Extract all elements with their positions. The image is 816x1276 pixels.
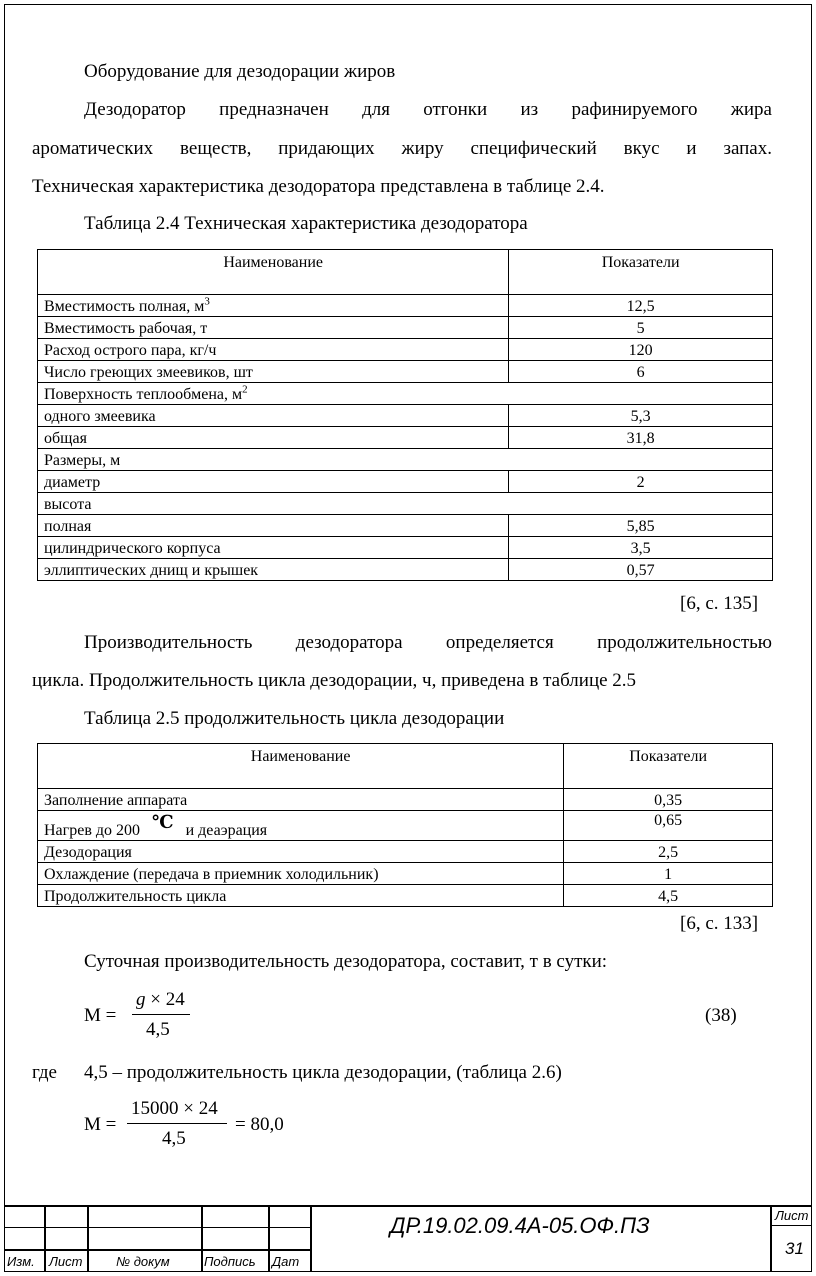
- header-value: Показатели: [509, 250, 773, 295]
- formula1-denominator: 4,5: [146, 1019, 170, 1040]
- table-row: Дезодорация 2,5: [38, 841, 773, 863]
- para3: Суточная производительность дезодоратора, составит, т в сутки:: [84, 951, 608, 972]
- where-text: 4,5 – продолжительность цикла дезодорации, (таблица 2.6): [84, 1062, 562, 1083]
- table1-reference: [6, с. 135]: [680, 593, 759, 614]
- header-name: Наименование: [38, 744, 564, 789]
- formula2-result: = 80,0: [235, 1114, 284, 1135]
- para2-line1: Производительность дезодоратора определяется продолжительностью: [84, 632, 772, 653]
- table-row: Охлаждение (передача в приемник холодильник) 1: [38, 863, 773, 885]
- table-row: Поверхность теплообмена, $м^2$: [38, 383, 773, 405]
- formula1-numerator: g × 24: [136, 989, 185, 1010]
- stamp-label-doc: № докум: [116, 1254, 170, 1269]
- table-row: диаметр 2: [38, 471, 773, 493]
- table-row: полная 5,85: [38, 515, 773, 537]
- para1-line3: Техническая характеристика дезодоратора представлена в таблице 2.4.: [32, 176, 605, 197]
- table-row: Заполнение аппарата 0,35: [38, 789, 773, 811]
- where-word: где: [32, 1062, 57, 1083]
- cycle-table: [37, 743, 773, 907]
- table2-caption: Таблица 2.5 продолжительность цикла дезодорации: [84, 708, 505, 729]
- sheet-label: Лист: [775, 1208, 809, 1223]
- table-row: Размеры, м: [38, 449, 773, 471]
- table-row: общая 31,8: [38, 427, 773, 449]
- table-row: Вместимость рабочая, т 5: [38, 317, 773, 339]
- formula2-denominator: 4,5: [162, 1128, 186, 1149]
- title-block: [4, 1205, 812, 1272]
- stamp-label-sign: Подпись: [204, 1254, 256, 1269]
- spec-table: [37, 249, 773, 581]
- table1-caption: Таблица 2.4 Техническая характеристика дезодоратора: [84, 213, 528, 234]
- sheet-number: 31: [785, 1239, 804, 1258]
- table-row: Продолжительность цикла 4,5: [38, 885, 773, 907]
- table-row: эллиптических днищ и крышек 0,57: [38, 559, 773, 581]
- table-header-row: [38, 744, 773, 789]
- celsius-icon: ℃: [152, 812, 174, 832]
- stamp-label-list: Лист: [49, 1254, 83, 1269]
- stamp-label-izm: Изм.: [7, 1254, 35, 1269]
- formula2-lhs: M =: [84, 1114, 117, 1135]
- fraction-bar: [127, 1123, 227, 1124]
- formula-number: (38): [705, 1005, 737, 1026]
- document-code: ДР.19.02.09.4А-05.ОФ.ПЗ: [390, 1213, 650, 1238]
- table-row: одного змеевика 5,3: [38, 405, 773, 427]
- table-row: Расход острого пара, кг/ч 120: [38, 339, 773, 361]
- fraction-bar: [132, 1014, 190, 1015]
- table2-reference: [6, с. 133]: [680, 913, 759, 934]
- formula1-lhs: M =: [84, 1005, 117, 1026]
- formula2-numerator: 15000 × 24: [131, 1098, 218, 1119]
- para1-line1: Дезодоратор предназначен для отгонки из рафинируемого жира: [84, 99, 772, 120]
- para1-line2: ароматических веществ, придающих жиру специфический вкус и запах.: [32, 138, 772, 159]
- table-header-row: [38, 250, 773, 295]
- stamp-label-date: Дат: [272, 1254, 300, 1269]
- table-row: Вместимость полная, $м^3$ 12,5: [38, 295, 773, 317]
- table-row: высота: [38, 493, 773, 515]
- table-row: Число греющих змеевиков, шт 6: [38, 361, 773, 383]
- para2-line2: цикла. Продолжительность цикла дезодорации, ч, приведена в таблице 2.5: [32, 670, 637, 691]
- section-heading: Оборудование для дезодорации жиров: [84, 61, 396, 82]
- header-name: Наименование: [38, 250, 509, 295]
- table-row: Нагрев до 200 ℃ и деаэрация 0,65: [38, 811, 773, 841]
- header-value: Показатели: [564, 744, 773, 789]
- table-row: цилиндрического корпуса 3,5: [38, 537, 773, 559]
